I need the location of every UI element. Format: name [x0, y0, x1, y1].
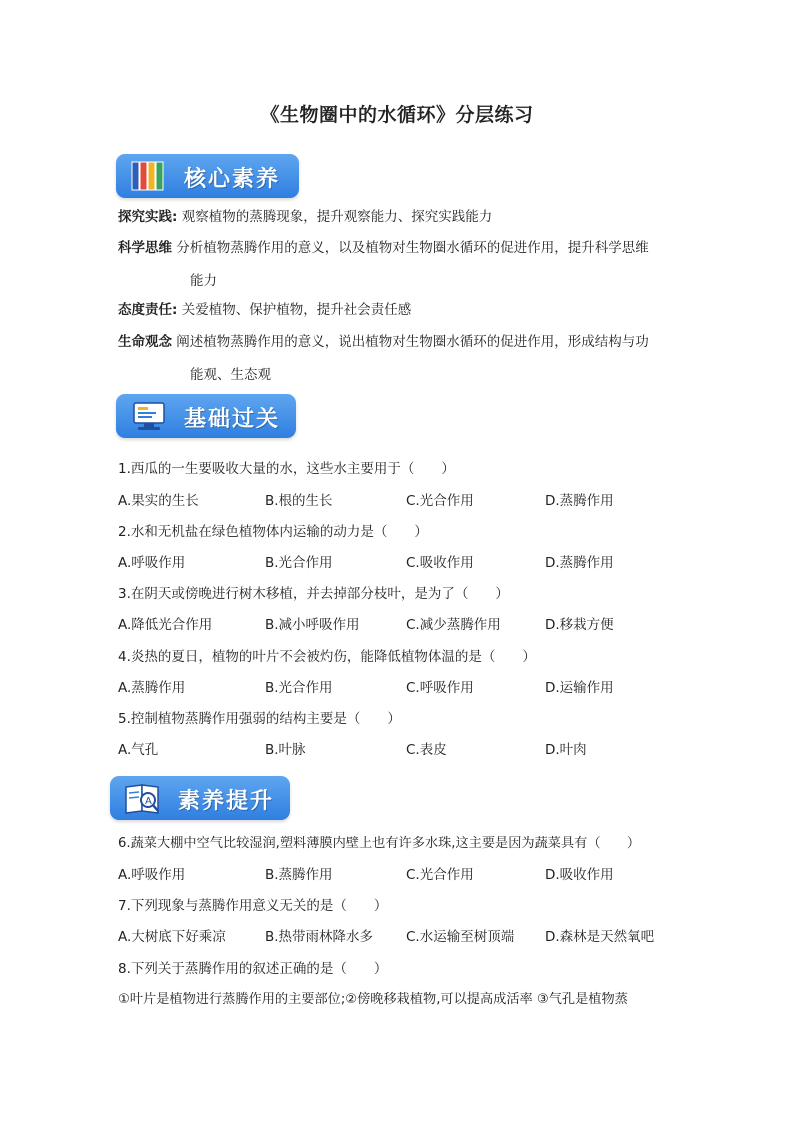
question-statement-line: ①叶片是植物进行蒸腾作用的主要部位;②傍晚移栽植物,可以提高成活率 ③气孔是植物蒸	[118, 992, 628, 1007]
question-option: C.吸收作用	[406, 555, 474, 571]
core-item-thinking	[118, 238, 649, 258]
question-option: C.表皮	[406, 742, 447, 758]
question-option: B.蒸腾作用	[265, 867, 333, 883]
svg-text:A: A	[145, 796, 152, 807]
core-text: 分析植物蒸腾作用的意义，以及植物对生物圈水循环的促进作用，提升科学思维	[176, 240, 649, 256]
books-icon	[126, 159, 174, 193]
question-stem: 7.下列现象与蒸腾作用意义无关的是（ ）	[118, 898, 388, 914]
question-option: D.蒸腾作用	[545, 555, 614, 571]
question-option: A.蒸腾作用	[118, 680, 186, 696]
core-text: 关爱植物、保护植物，提升社会责任感	[181, 302, 412, 318]
question-option: C.呼吸作用	[406, 680, 474, 696]
question-option: A.气孔	[118, 742, 159, 758]
core-text-continued: 能力	[190, 273, 217, 289]
core-item-attitude	[118, 300, 411, 320]
question-option: A.果实的生长	[118, 493, 199, 509]
question-stem: 8.下列关于蒸腾作用的叙述正确的是（ ）	[118, 961, 388, 977]
question-option: D.运输作用	[545, 680, 614, 696]
core-text-continued: 能观、生态观	[190, 367, 271, 383]
page-title: 《生物圈中的水循环》分层练习	[260, 104, 534, 126]
core-label: 生命观念	[118, 334, 172, 350]
question-option: C.光合作用	[406, 493, 474, 509]
question-stem: 1.西瓜的一生要吸收大量的水，这些水主要用于（ ）	[118, 461, 455, 477]
question-option: C.减少蒸腾作用	[406, 617, 501, 633]
question-option: A.呼吸作用	[118, 867, 186, 883]
section-title-basic: 基础过关	[184, 407, 281, 432]
question-option: C.光合作用	[406, 867, 474, 883]
question-stem: 6.蔬菜大棚中空气比较湿润,塑料薄膜内壁上也有许多水珠,这主要是因为蔬菜具有（ ）	[118, 836, 641, 851]
core-item-life	[118, 332, 649, 352]
section-title-core: 核心素养	[184, 167, 281, 192]
computer-icon	[126, 399, 174, 433]
question-option: C.水运输至树顶端	[406, 929, 515, 945]
question-stem: 3.在阴天或傍晚进行树木移植，并去掉部分枝叶，是为了（ ）	[118, 586, 509, 602]
core-label: 科学思维	[118, 240, 172, 256]
core-label: 探究实践:	[118, 209, 178, 225]
section-banner-improve	[110, 776, 290, 820]
question-option: D.蒸腾作用	[545, 493, 614, 509]
question-option: D.森林是天然氧吧	[545, 929, 655, 945]
question-stem: 2.水和无机盐在绿色植物体内运输的动力是（ ）	[118, 524, 428, 540]
book-search-icon	[120, 781, 168, 815]
question-option: B.减小呼吸作用	[265, 617, 360, 633]
core-text: 观察植物的蒸腾现象，提升观察能力、探究实践能力	[181, 209, 493, 225]
question-option: D.移栽方便	[545, 617, 614, 633]
question-option: B.叶脉	[265, 742, 306, 758]
core-item-practice	[118, 207, 492, 227]
question-stem: 4.炎热的夏日，植物的叶片不会被灼伤，能降低植物体温的是（ ）	[118, 649, 536, 665]
question-option: A.大树底下好乘凉	[118, 929, 226, 945]
question-stem: 5.控制植物蒸腾作用强弱的结构主要是（ ）	[118, 711, 401, 727]
core-text: 阐述植物蒸腾作用的意义，说出植物对生物圈水循环的促进作用，形成结构与功	[176, 334, 649, 350]
question-option: A.降低光合作用	[118, 617, 213, 633]
question-option: B.光合作用	[265, 555, 333, 571]
question-option: B.热带雨林降水多	[265, 929, 374, 945]
question-option: B.根的生长	[265, 493, 333, 509]
question-option: A.呼吸作用	[118, 555, 186, 571]
core-label: 态度责任:	[118, 302, 178, 318]
question-option: B.光合作用	[265, 680, 333, 696]
question-option: D.叶肉	[545, 742, 587, 758]
section-banner-core	[116, 154, 299, 198]
question-option: D.吸收作用	[545, 867, 614, 883]
section-title-improve: 素养提升	[178, 789, 275, 814]
section-banner-basic	[116, 394, 296, 438]
